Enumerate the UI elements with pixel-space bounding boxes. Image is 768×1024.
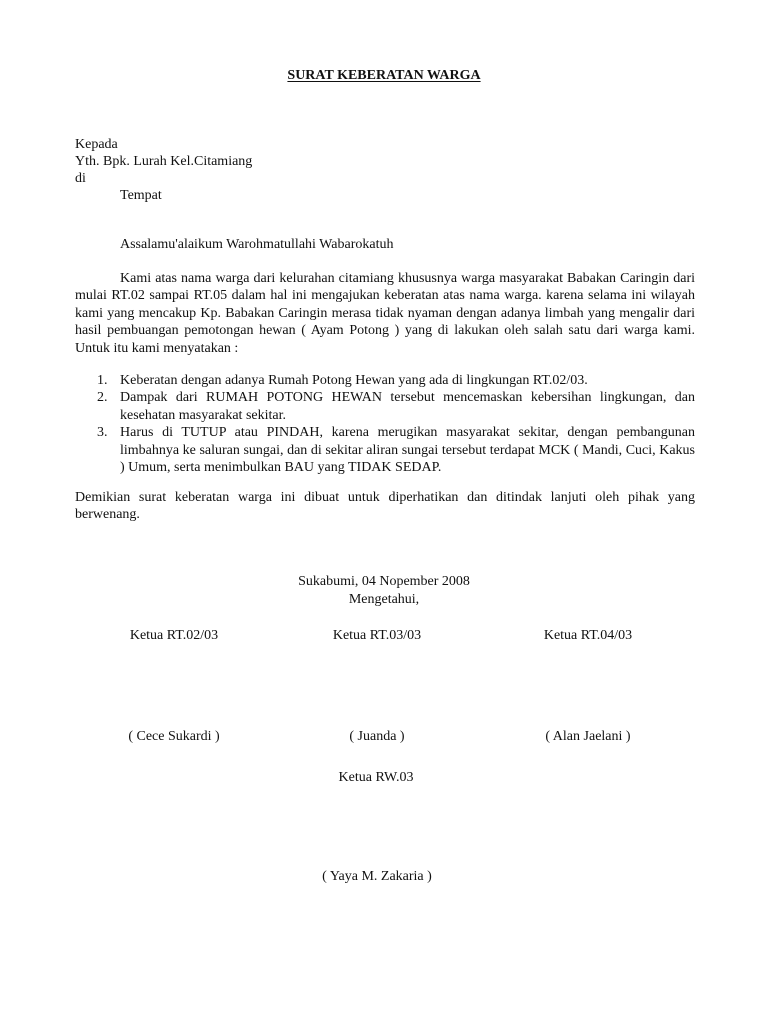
list-item-text: Harus di TUTUP atau PINDAH, karena merugikan masyarakat sekitar, dengan pembangunan limbahnya ke saluran sungai, dan di sekitar aliran sungai tersebut terdapat MCK ( Mandi, Cuci, Kakus ) Umum, serta menimbulkan BAU yang TIDAK SEDAP.: [120, 425, 695, 476]
date-line: Sukabumi, 04 Nopember 2008: [298, 574, 470, 589]
greeting: Assalamu'alaikum Warohmatullahi Wabarokatuh: [120, 237, 394, 252]
signatory-role-rt02: Ketua RT.02/03: [129, 628, 219, 643]
signatory-name-rt04: ( Alan Jaelani ): [545, 729, 631, 744]
rw-name: ( Yaya M. Zakaria ): [322, 869, 432, 884]
body-paragraph: Kami atas nama warga dari kelurahan citamiang khususnya warga masyarakat Babakan Caringin dari mulai RT.02 sampai RT.05 dalam hal ini mengajukan keberatan atas nama warga. karena selama ini wilayah kami yang mencakup Kp. Babakan Caringin merasa tidak nyaman dengan adanya limbah yang mengalir dari hasil pembuangan pemotongan hewan ( Ayam Potong ) yang di lakukan oleh salah satu dari warga kami. Untuk itu kami menyatakan :: [75, 271, 695, 356]
signatory-role-rt03: Ketua RT.03/03: [332, 628, 422, 643]
list-item-text: Dampak dari RUMAH POTONG HEWAN tersebut mencemaskan kebersihan lingkungan, dan kesehatan masyarakat sekitar.: [120, 390, 695, 423]
list-item-text: Keberatan dengan adanya Rumah Potong Hewan yang ada di lingkungan RT.02/03.: [120, 373, 588, 388]
signatory-name-rt02: ( Cece Sukardi ): [128, 729, 220, 744]
list-item: [75, 389, 695, 424]
address-di: di: [75, 171, 86, 186]
list-item: [75, 424, 695, 476]
address-to: Kepada: [75, 137, 118, 152]
address-place: Tempat: [120, 188, 162, 203]
list-item: [75, 372, 695, 389]
address-recipient: Yth. Bpk. Lurah Kel.Citamiang: [75, 154, 253, 169]
acknowledged-line: Mengetahui,: [348, 592, 420, 607]
closing-paragraph: Demikian surat keberatan warga ini dibuat untuk diperhatikan dan ditindak lanjuti oleh pihak yang berwenang.: [75, 490, 695, 523]
rw-role: Ketua RW.03: [338, 770, 414, 785]
signatory-role-rt04: Ketua RT.04/03: [543, 628, 633, 643]
letter-title: SURAT KEBERATAN WARGA: [287, 68, 481, 83]
list-item-number: 2.: [97, 390, 108, 406]
signatory-name-rt03: ( Juanda ): [349, 729, 405, 744]
list-item-number: 1.: [97, 373, 108, 388]
points-list: [75, 372, 695, 476]
list-item-number: 3.: [97, 425, 108, 441]
